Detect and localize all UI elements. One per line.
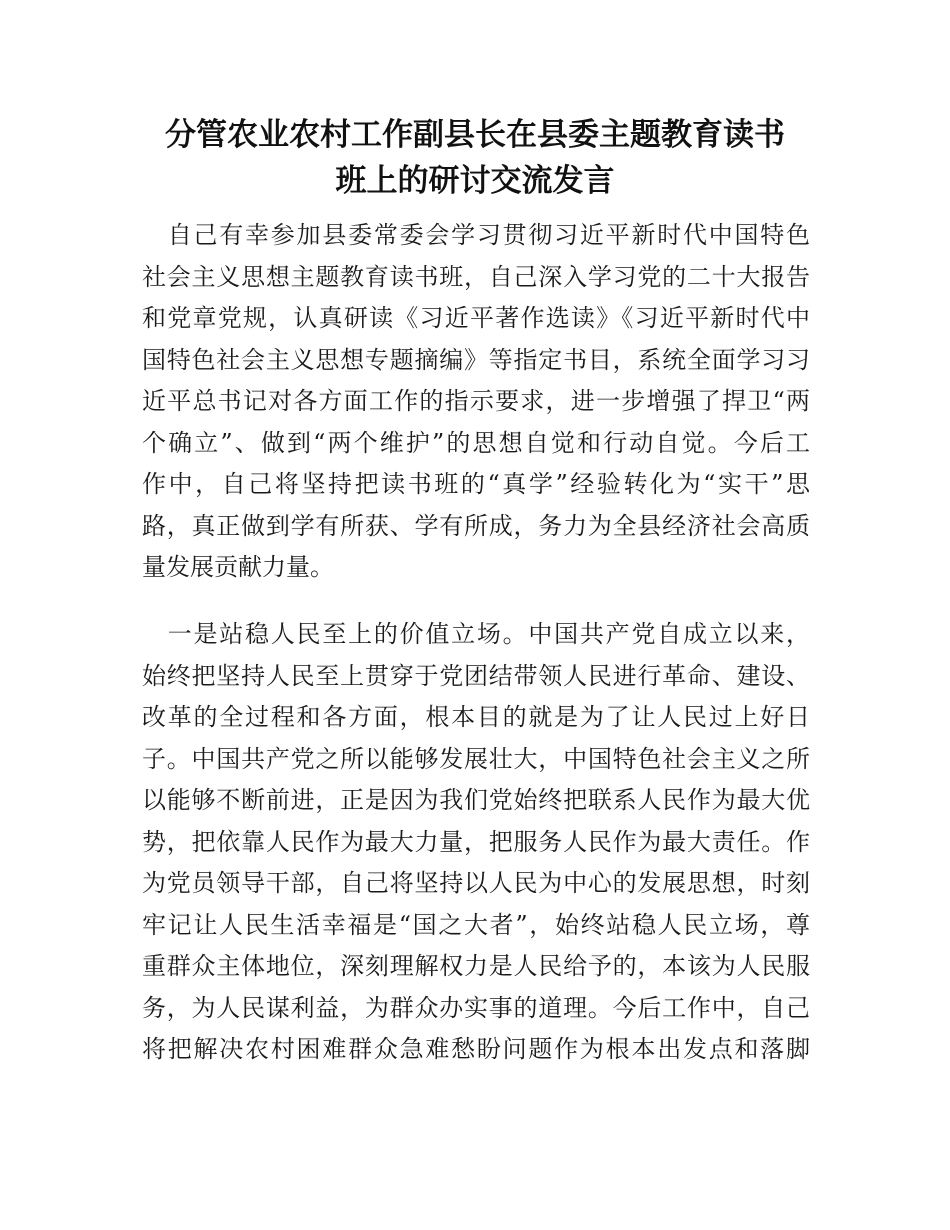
paragraph-line: 国特色社会主义思想专题摘编》等指定书目，系统全面学习习: [142, 345, 810, 374]
paragraph-line: 个确立”、做到“两个维护”的思想自觉和行动自觉。今后工: [142, 428, 810, 457]
paragraph-line: 路，真正做到学有所获、学有所成，务力为全县经济社会高质: [142, 511, 810, 540]
paragraph-line: 改革的全过程和各方面，根本目的就是为了让人民过上好日: [142, 703, 810, 731]
paragraph-line: 以能够不断前进，正是因为我们党始终把联系人民作为最大优: [142, 786, 810, 814]
paragraph-line: 近平总书记对各方面工作的指示要求，进一步增强了捍卫“两: [142, 387, 810, 415]
paragraph-line: 和党章党规，认真研读《习近平著作选读》《习近平新时代中: [142, 304, 810, 332]
paragraph-line: 自己有幸参加县委常委会学习贯彻习近平新时代中国特色: [142, 221, 810, 249]
title-line-2: 班上的研讨交流发言: [335, 163, 615, 199]
paragraph-line: 量发展贡献力量。: [142, 553, 334, 581]
paragraph-line: 一是站稳人民至上的价值立场。中国共产党自成立以来，: [142, 620, 810, 648]
title-line-1: 分管农业农村工作副县长在县委主题教育读书: [165, 117, 785, 153]
paragraph-line: 子。中国共产党之所以能够发展壮大，中国特色社会主义之所: [142, 744, 810, 773]
paragraph-2: [142, 614, 810, 1071]
document-title: [120, 112, 830, 204]
paragraph-line: 势，把依靠人民作为最大力量，把服务人民作为最大责任。作: [142, 827, 810, 856]
paragraph-1: [142, 215, 810, 589]
paragraph-line: 将把解决农村困难群众急难愁盼问题作为根本出发点和落脚: [142, 1035, 810, 1063]
paragraph-line: 社会主义思想主题教育读书班，自己深入学习党的二十大报告: [142, 262, 810, 291]
paragraph-line: 重群众主体地位，深刻理解权力是人民给予的，本该为人民服: [142, 952, 810, 980]
paragraph-line: 牢记让人民生活幸福是“国之大者”，始终站稳人民立场，尊: [142, 910, 810, 939]
paragraph-line: 为党员领导干部，自己将坚持以人民为中心的发展思想，时刻: [142, 869, 810, 897]
paragraph-line: 始终把坚持人民至上贯穿于党团结带领人民进行革命、建设、: [142, 661, 810, 690]
paragraph-line: 作中，自己将坚持把读书班的“真学”经验转化为“实干”思: [142, 470, 810, 498]
paragraph-line: 务，为人民谋利益，为群众办实事的道理。今后工作中，自己: [142, 993, 810, 1022]
